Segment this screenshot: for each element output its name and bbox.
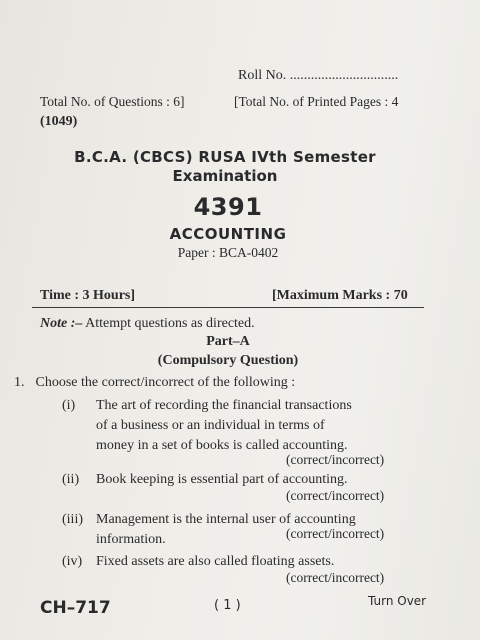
item-line: Management is the internal user of accounting [96, 512, 356, 527]
item-line: of a business or an individual in terms of [96, 418, 325, 433]
exam-number: 4391 [193, 193, 263, 221]
part-heading: Part–A [206, 334, 250, 349]
maximum-marks: [Maximum Marks : 70 [272, 288, 408, 303]
page-number: ( 1 ) [214, 598, 241, 613]
roll-number-field: Roll No. ............................... [238, 68, 399, 83]
footer-code: CH–717 [40, 598, 111, 618]
question-text: Choose the correct/incorrect of the following : [35, 375, 296, 390]
turn-over-label: Turn Over [368, 594, 427, 608]
divider-rule [32, 307, 424, 308]
item-line: Fixed assets are also called floating assets. [96, 554, 335, 569]
item-line: money in a set of books is called accounting. [96, 438, 348, 453]
note-text: Attempt questions as directed. [82, 316, 255, 331]
note-label: Note :– [40, 316, 83, 331]
paper-number: Paper : BCA-0402 [177, 245, 279, 260]
exam-title-line1: B.C.A. (CBCS) RUSA IVth Semester [74, 148, 376, 166]
item-number: (ii) [62, 472, 80, 487]
total-printed-pages: [Total No. of Printed Pages : 4 [234, 94, 399, 109]
choice-label: (correct/incorrect) [286, 570, 385, 585]
exam-time: Time : 3 Hours] [40, 288, 136, 303]
item-text [96, 396, 392, 456]
choice-label: (correct/incorrect) [286, 526, 385, 541]
note-line [40, 316, 255, 332]
compulsory-heading: (Compulsory Question) [157, 353, 299, 368]
choice-label: (correct/incorrect) [286, 488, 385, 503]
item-number: (i) [62, 398, 76, 413]
exam-title-line2: Examination [172, 167, 278, 185]
item-line: information. [96, 532, 166, 547]
question-1 [14, 375, 295, 391]
item-text [96, 470, 392, 490]
item-line: Book keeping is essential part of accounting. [96, 472, 348, 487]
item-number: (iv) [62, 554, 83, 569]
subject-title: ACCOUNTING [169, 225, 287, 243]
choice-label: (correct/incorrect) [286, 452, 385, 467]
item-line: The art of recording the financial transactions [96, 398, 352, 413]
item-text [96, 552, 392, 572]
total-questions: Total No. of Questions : 6] [40, 94, 185, 109]
paper-code: (1049) [40, 114, 78, 129]
question-number: 1. [14, 375, 25, 390]
item-number: (iii) [62, 512, 83, 527]
